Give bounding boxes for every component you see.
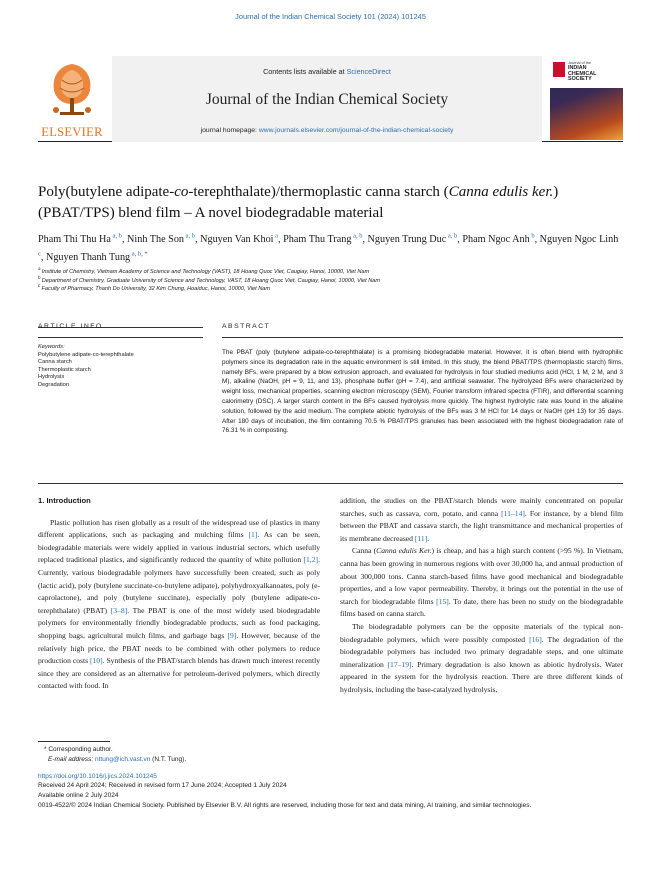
elsevier-logo[interactable] xyxy=(38,56,106,142)
journal-citation-link[interactable]: Journal of the Indian Chemical Society 101 (2024) 101245 xyxy=(235,12,426,21)
body-text: ) is cheap, and has a high starch content (>95 %). In Vietnam, canna has been growing in numerous regions with over 30,000 ha, and annual production of about 300,000 tons. Canna starch-based films have good mechanical and biodegradable properties, and a low vapor permeability. Thereby, it brings out the potential in the use of starch for biodegradable films xyxy=(340,546,623,606)
affiliation-item xyxy=(38,268,623,277)
body-text: Plastic pollution has risen globally as a result of the widespread use of plastics in many different applications, such as packaging and mulching films xyxy=(38,517,320,540)
cover-line4: SOCIETY xyxy=(568,76,592,83)
intro-paragraph-1-continued xyxy=(340,495,623,545)
author-name[interactable]: Pham Thu Trang xyxy=(283,234,352,245)
citation-link[interactable]: [15] xyxy=(436,596,449,606)
intro-paragraph-1 xyxy=(38,517,320,693)
author-affiliation-sup[interactable]: a, b xyxy=(351,232,363,240)
homepage-line xyxy=(112,127,542,134)
author-name[interactable]: Pham Ngoc Anh xyxy=(462,234,530,245)
abstract-heading: ABSTRACT xyxy=(222,323,271,330)
author-affiliation-sup[interactable]: a xyxy=(273,232,279,240)
citation-link[interactable]: [1,2] xyxy=(303,555,319,565)
affiliation-sup: b xyxy=(38,274,42,280)
affiliation-list xyxy=(38,268,623,294)
section-heading-introduction: 1. Introduction xyxy=(38,496,91,505)
author-name[interactable]: Ninh The Son xyxy=(127,234,185,245)
body-text: . As can be seen, biodegradable materials were widely applied in various industrial sectors, which usefully replaced traditional plastics, and significantly reduced the quantity of white pollution xyxy=(38,530,320,565)
citation-link[interactable]: [1] xyxy=(248,530,258,540)
cover-line2: INDIAN xyxy=(568,65,587,71)
contents-line xyxy=(112,67,542,76)
abstract-text: The PBAT (poly (butylene adipate-co-terephthalate) is a promising biodegradable material. However, it is often blend with hydrophilic polymers since its degradation rate in the aquatic environment is still limited. In this study, the blend PBAT/TPS (thermoplastic starch) films, namely BFs, were prepared by a blow extrusion approach, and evaluated for hydrolysis in four studied mediums acid (HCl, 1 M, 2 M, and 3 M), alkaline (NaOH, pH = 9, 11, and 13), phosphate buffer (pH = 7.4), and artificial seawater. The hydrolyzed BFs were characterized by weight loss, mechanical properties, scanning electron microscopy (SEM), Fourier transform infrared spectra (FTIR), and differential scanning calorimetry (DSC). A larger starch content in the BFs caused hydrolysis more quickly. The highest hydrolytic rate was found in the alkaline solution, followed by the acid medium. The complete abiotic hydrolysis of the BFs was 3 M HCl for 14 days or NaOH (pH 13) for 35 days. After 180 days of incubation, the film containing 70.5 % PBAT/TPS granules has been associated with the highest biodegradation rate of 76.31 % in composting. xyxy=(222,349,623,435)
email-label: E-mail address: xyxy=(48,755,94,763)
body-text: . For instance, by a blend film between the PBAT and cassava starch, the light transmittance and mechanical properties of its membrane decreased xyxy=(340,508,623,543)
journal-title[interactable]: Journal of the Indian Chemical Society xyxy=(205,91,449,108)
affiliation-text: Institute of Chemistry, Vietnam Academy of Science and Technology (VAST), 18 Hoang Quoc Viet, Caugiay, Hanoi, 10000, Viet Nam xyxy=(41,269,370,275)
article-info-rule xyxy=(38,337,203,338)
footnotes xyxy=(38,745,623,811)
cover-title-area xyxy=(550,58,623,88)
body-column-right xyxy=(340,495,623,697)
journal-homepage-link[interactable]: www.journals.elsevier.com/journal-of-the-indian-chemical-society xyxy=(258,127,454,134)
body-text: . However, because of the relatively high price, the PBAT needs to be combined with other polymers to reduce production costs xyxy=(38,630,320,666)
affiliation-sup: c xyxy=(38,283,42,289)
email-line xyxy=(38,755,623,765)
affiliation-item xyxy=(38,274,623,286)
copyright-notice: 0019-4522/© 2024 Indian Chemical Society. Published by Elsevier B.V. All rights are reserved, including those for text and data mining, AI training, and similar technologies. xyxy=(38,801,532,809)
corresponding-author-note: * Corresponding author. xyxy=(44,746,113,753)
cover-name xyxy=(568,66,596,83)
body-text: . Currently, various biodegradable polymers have successfully been created, such as poly (lactic acid), poly (butylene succinate-co-butylene adipate), polyhydroxyalkanoates, poly (e-caprolactone), and poly (butylene succinate), especially poly (butylene adipate-co-terephthalate) (PBAT) xyxy=(38,555,320,615)
author-name[interactable]: Nguyen Van Khoi xyxy=(200,234,274,245)
keyword-item: Hydrolysis xyxy=(38,374,65,381)
received-dates: Received 24 April 2024; Received in revised form 17 June 2024; Accepted 1 July 2024 xyxy=(38,782,287,790)
citation-link[interactable]: [11–14] xyxy=(501,508,525,518)
body-text: addition, the studies on the PBAT/starch blends were mainly concentrated on popular starches, such as cassava, corn, potato, and canna xyxy=(340,496,623,518)
italic-text: Canna edulis Ker. xyxy=(376,546,432,556)
body-text: . To date, there has been no study on the biodegradable films based on canna starch. xyxy=(340,596,624,619)
keyword-item: Degradation xyxy=(38,381,69,388)
intro-paragraph-3 xyxy=(340,621,623,697)
citation-link[interactable]: [9] xyxy=(227,630,237,640)
title-part3: ) (PBAT/TPS) blend film – A novel biodegradable material xyxy=(38,184,559,221)
masthead xyxy=(38,56,623,142)
contents-prefix: Contents lists available at xyxy=(263,67,347,76)
author-name[interactable]: Nguyen Trung Duc xyxy=(367,234,447,245)
homepage-prefix: journal homepage: xyxy=(200,127,259,134)
keywords-list xyxy=(38,352,203,390)
citation-link[interactable]: [10] xyxy=(89,656,103,666)
keywords-label: Keywords: xyxy=(38,344,65,350)
cover-line1: Journal of the xyxy=(568,61,592,65)
affiliation-text: Faculty of Pharmacy, Thanh Do University, 32 Kim Chung, Hoaiduc, Hanoi, 10000, Viet Nam xyxy=(41,286,271,293)
keyword-item: Thermoplastic starch xyxy=(38,366,91,373)
intro-paragraph-2 xyxy=(340,545,623,621)
body-text: . The degradation of the biodegradable polymers has included two primary degradable steps, and one ultimate mineralization xyxy=(340,634,623,669)
author-affiliation-sup[interactable]: c xyxy=(38,250,41,258)
author-list: Pham Thi Thu Ha $^{a, b}$, Ninh The Son $^{a, b}$, Nguyen Van Khoi $^a$, Pham Thu Trang $^{a, b}$, Nguyen Trung Duc $^{a, b}$, Pham Ngoc Anh $^b$, Nguyen Ngoc Linh $^c$, Nguyen Thanh Tung $^{a, b, *}$ xyxy=(38,232,619,263)
article-title xyxy=(38,182,623,224)
affiliation-text: Department of Chemistry, Graduate University of Science and Technology, VAST, 18 Hoang Quoc Viet, Caugiay, Hanoi, 10000, Viet Nam xyxy=(41,277,381,284)
cover-badge-icon xyxy=(553,62,565,77)
body-rule xyxy=(38,483,623,484)
author-name[interactable]: Pham Thi Thu Ha xyxy=(38,234,111,245)
author-name[interactable]: Nguyen Ngoc Linh xyxy=(539,234,619,245)
author-name[interactable]: Nguyen Thanh Tung xyxy=(45,251,131,263)
cover-line3: CHEMICAL xyxy=(568,70,597,77)
keyword-item: Canna starch xyxy=(38,359,72,366)
email-link[interactable]: nttung@ich.vast.vn xyxy=(94,755,151,763)
body-text: . xyxy=(427,533,430,543)
author-affiliation-sup[interactable]: b xyxy=(529,232,535,240)
footnote-rule xyxy=(38,741,110,742)
affiliation-sup: a xyxy=(38,266,42,272)
body-text: . Synthesis of the PBAT/starch blends has drawn much interest recently since they are considered as an alternative for petroleum-derived polymers, which directly contacted with food. In xyxy=(38,656,321,691)
elsevier-tree-icon xyxy=(44,58,100,120)
citation-link[interactable]: [17–19] xyxy=(387,659,412,669)
masthead-center xyxy=(112,56,542,142)
email-suffix: (N.T. Tung). xyxy=(150,755,187,763)
title-species: Canna edulis ker. xyxy=(448,184,554,200)
elsevier-wordmark: ELSEVIER xyxy=(41,125,103,139)
author-affiliation-sup[interactable]: a, b, * xyxy=(130,250,148,258)
title-co: co xyxy=(174,184,189,200)
doi-link[interactable]: https://doi.org/10.1016/j.jics.2024.101245 xyxy=(38,772,157,780)
citation-link[interactable]: [3–8] xyxy=(110,605,128,615)
sciencedirect-link[interactable]: ScienceDirect xyxy=(346,67,391,76)
title-part1: Poly(butylene adipate- xyxy=(38,184,175,200)
author-affiliation-sup[interactable]: a, b xyxy=(184,232,196,240)
author-affiliation-sup[interactable]: a, b xyxy=(446,232,458,240)
keywords-box xyxy=(38,344,203,390)
author-affiliation-sup[interactable]: a, b xyxy=(110,232,122,240)
affiliation-item xyxy=(38,285,623,294)
available-online: Available online 2 July 2024 xyxy=(38,792,119,800)
body-text: Canna ( xyxy=(352,546,377,556)
body-text: . Primary degradation is also known as abiotic hydrolysis. Water appeared in the system for the hydrolysis reaction. There are three different kinds of hydrolysis, including the base-catalyzed hydrolysis, xyxy=(340,659,623,694)
abstract-rule xyxy=(222,337,623,338)
body-text: The biodegradable polymers can be the opposite materials of the typical non-biodegradable polymers, which were possibly composted xyxy=(340,621,623,644)
body-column-left xyxy=(38,495,320,693)
title-part2: -terephthalate)/thermoplastic canna starch ( xyxy=(188,184,449,200)
journal-cover-image[interactable] xyxy=(550,58,623,140)
article-info-heading: ARTICLE INFO xyxy=(38,323,103,330)
keyword-item: Polybutylene adipate-co-terephthalate xyxy=(38,351,134,358)
citation-link[interactable]: [16] xyxy=(529,634,542,644)
citation-link[interactable]: [11] xyxy=(414,533,428,543)
body-text: . The PBAT is one of the most widely used biodegradable polymers for environmentally friendly biodegradable products, such as food packaging, shopping bags, agricultural mulch films, and garbage bags xyxy=(38,605,320,640)
